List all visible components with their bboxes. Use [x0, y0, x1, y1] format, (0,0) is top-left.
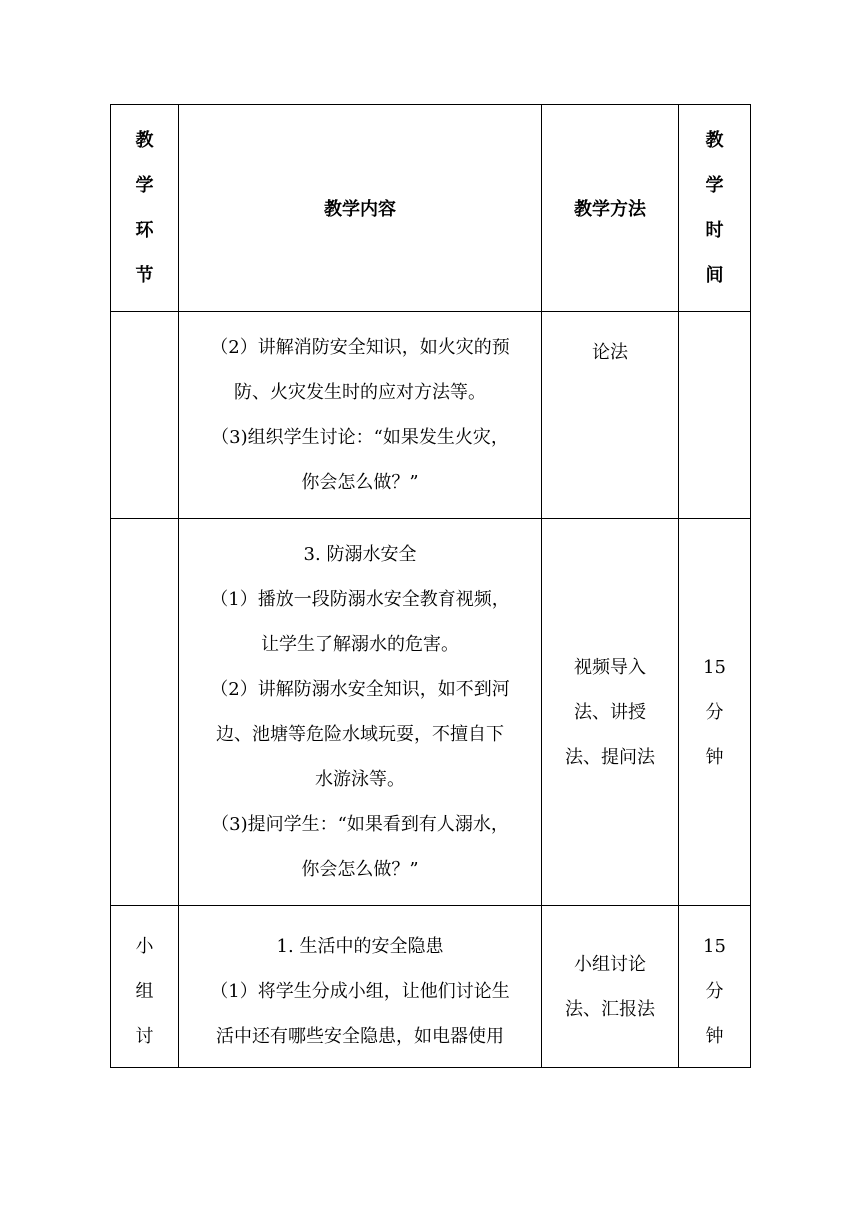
content-line: 让学生了解溺水的危害。: [261, 634, 459, 655]
header-char: 学: [705, 175, 724, 196]
time-char: 15: [703, 656, 726, 678]
table-row: [111, 519, 751, 906]
section-cell: [111, 312, 179, 519]
content-cell: [179, 519, 542, 906]
time-char: 钟: [705, 746, 724, 768]
section-char: 组: [135, 981, 154, 1002]
content-line: （2）讲解防溺水安全知识，如不到河: [210, 679, 510, 700]
table-row: [111, 312, 751, 519]
content-line: 防、火灾发生时的应对方法等。: [234, 382, 486, 403]
time-cell: [679, 906, 751, 1068]
content-line: （2）讲解消防安全知识，如火灾的预: [210, 337, 510, 358]
content-line: （3)提问学生：“如果看到有人溺水，: [211, 814, 509, 835]
header-char: 时: [705, 220, 724, 241]
header-char: 间: [705, 265, 724, 286]
header-content: 教学内容: [179, 105, 542, 312]
content-line: 1. 生活中的安全隐患: [276, 936, 444, 957]
header-char: 教: [135, 130, 154, 151]
content-line: （1）将学生分成小组，让他们讨论生: [210, 981, 510, 1002]
section-char: 讨: [135, 1026, 154, 1047]
time-char: 15: [703, 936, 726, 957]
time-cell: [679, 312, 751, 519]
section-cell: [111, 906, 179, 1068]
header-method: 教学方法: [542, 105, 679, 312]
method-line: 视频导入: [574, 656, 646, 678]
header-char: 节: [135, 265, 154, 286]
method-line: 小组讨论: [574, 953, 646, 975]
section-cell: [111, 519, 179, 906]
content-line: 活中还有哪些安全隐患，如电器使用: [216, 1026, 504, 1047]
header-time: [679, 105, 751, 312]
method-cell: [542, 906, 679, 1068]
method-line: 法、汇报法: [565, 998, 655, 1020]
content-line: 3. 防溺水安全: [303, 544, 417, 565]
content-line: （3)组织学生讨论：“如果发生火灾，: [211, 427, 509, 448]
time-char: 分: [705, 981, 724, 1002]
method-line: 论法: [592, 342, 628, 363]
content-line: 你会怎么做？”: [301, 859, 419, 880]
content-line: 你会怎么做？”: [301, 472, 419, 493]
header-section: [111, 105, 179, 312]
content-cell: [179, 906, 542, 1068]
time-char: 钟: [705, 1026, 724, 1047]
time-cell: [679, 519, 751, 906]
method-line: 法、讲授: [574, 701, 646, 723]
time-char: 分: [705, 701, 724, 723]
method-cell: [542, 312, 679, 519]
header-char: 环: [135, 220, 154, 241]
content-line: 水游泳等。: [315, 769, 405, 790]
content-line: 边、池塘等危险水域玩耍，不擅自下: [216, 724, 504, 745]
method-line: 法、提问法: [565, 746, 655, 768]
method-cell: [542, 519, 679, 906]
table-row: [111, 906, 751, 1068]
section-char: 小: [135, 936, 154, 957]
header-row: [111, 105, 751, 312]
header-char: 教: [705, 130, 724, 151]
content-cell: [179, 312, 542, 519]
content-line: （1）播放一段防溺水安全教育视频，: [210, 589, 510, 610]
lesson-plan-table: [110, 104, 751, 1068]
header-char: 学: [135, 175, 154, 196]
